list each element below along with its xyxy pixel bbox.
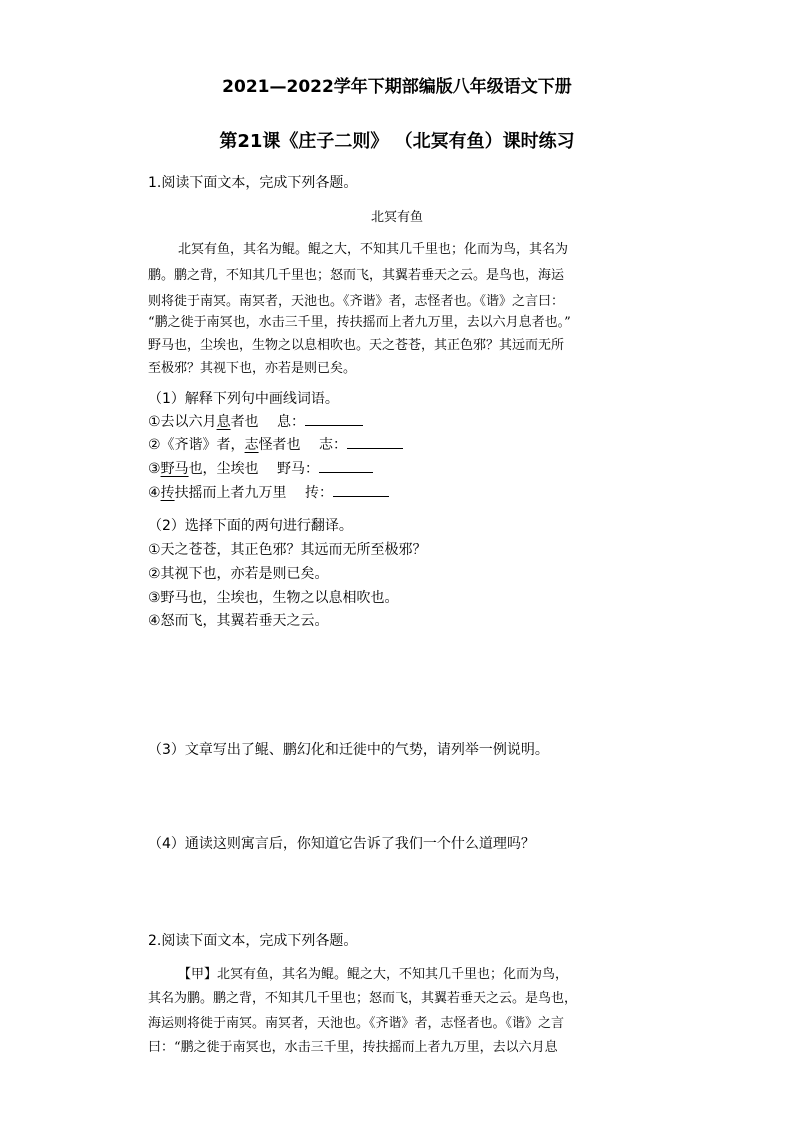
page-title: 2021—2022学年下期部编版八年级语文下册 (222, 77, 572, 97)
passage-line: 野马也，尘埃也，生物之以息相吹也。天之苍苍，其正色邪？其远而无所 (148, 338, 565, 353)
passage-line: 【甲】北冥有鱼，其名为鲲。鲲之大，不知其几千里也；化而为鸟， (178, 967, 569, 982)
item-post: 扶摇而上者九万里 (174, 485, 287, 501)
item-label: 志： (319, 437, 348, 453)
q2-prompt: 2.阅读下面文本，完成下列各题。 (148, 933, 358, 949)
passage-line: 曰：“鹏之徙于南冥也，水击三千里，抟扶摇而上者九万里，去以六月息 (148, 1040, 558, 1055)
answer-blank[interactable] (347, 434, 403, 449)
item-post: 怪者也 (258, 437, 301, 453)
sub1-item (148, 434, 403, 456)
item-pre: ④ (148, 485, 161, 501)
q1-prompt: 1.阅读下面文本，完成下列各题。 (148, 175, 358, 191)
passage-line: 海运则将徙于南冥。南冥者，天池也。《齐谐》者，志怪者也。《谐》之言 (148, 1016, 565, 1031)
passage-line: 其名为鹏。鹏之背，不知其几千里也；怒而飞，其翼若垂天之云。是鸟也， (148, 991, 578, 1006)
sub3-prompt: （3）文章写出了鲲、鹏幻化和迁徙中的气势，请列举一例说明。 (148, 742, 549, 758)
sub2-prompt: （2）选择下面的两句进行翻译。 (148, 518, 353, 534)
passage-line: 鹏。鹏之背，不知其几千里也；怒而飞，其翼若垂天之云。是鸟也，海运 (148, 268, 565, 283)
q1-passage-title: 北冥有鱼 (370, 210, 423, 225)
item-label: 抟： (305, 485, 334, 501)
item-post: 者也 (230, 414, 259, 430)
sub1-item (148, 411, 363, 433)
sub2-item: ②其视下也，亦若是则已矣。 (148, 566, 329, 582)
underlined-word: 野马 (160, 461, 189, 477)
answer-blank[interactable] (305, 411, 363, 426)
item-pre: ②《齐谐》者， (148, 437, 245, 453)
passage-line: 至极邪？其视下也，亦若是则已矣。 (148, 361, 357, 376)
answer-blank[interactable] (319, 458, 373, 473)
passage-line: 则将徙于南冥。南冥者，天池也。《齐谐》者，志怪者也。《谐》之言曰： (148, 294, 565, 309)
item-post: 也，尘埃也 (188, 461, 259, 477)
sub2-item: ④怒而飞，其翼若垂天之云。 (148, 613, 329, 629)
underlined-word: 息 (216, 414, 231, 430)
item-label: 息： (277, 414, 306, 430)
sub1-prompt: （1）解释下列句中画线词语。 (148, 391, 339, 407)
passage-line: “鹏之徙于南冥也，水击三千里，抟扶摇而上者九万里，去以六月息者也。” (148, 315, 571, 330)
answer-blank[interactable] (333, 482, 389, 497)
lesson-title: 第21课《庄子二则》 （北冥有鱼）课时练习 (219, 131, 575, 152)
item-pre: ①去以六月 (148, 414, 217, 430)
item-pre: ③ (148, 461, 161, 477)
sub4-prompt: （4）通读这则寓言后，你知道它告诉了我们一个什么道理吗？ (148, 836, 535, 852)
passage-line: 北冥有鱼，其名为鲲。鲲之大，不知其几千里也；化而为鸟，其名为 (178, 242, 569, 257)
sub2-item: ①天之苍苍，其正色邪？其远而无所至极邪？ (148, 542, 427, 558)
sub1-item (148, 458, 373, 480)
sub2-item: ③野马也，尘埃也，生物之以息相吹也。 (148, 590, 399, 606)
sub1-item (148, 482, 389, 504)
underlined-word: 志 (244, 437, 259, 453)
item-label: 野马： (277, 461, 320, 477)
underlined-word: 抟 (160, 485, 175, 501)
